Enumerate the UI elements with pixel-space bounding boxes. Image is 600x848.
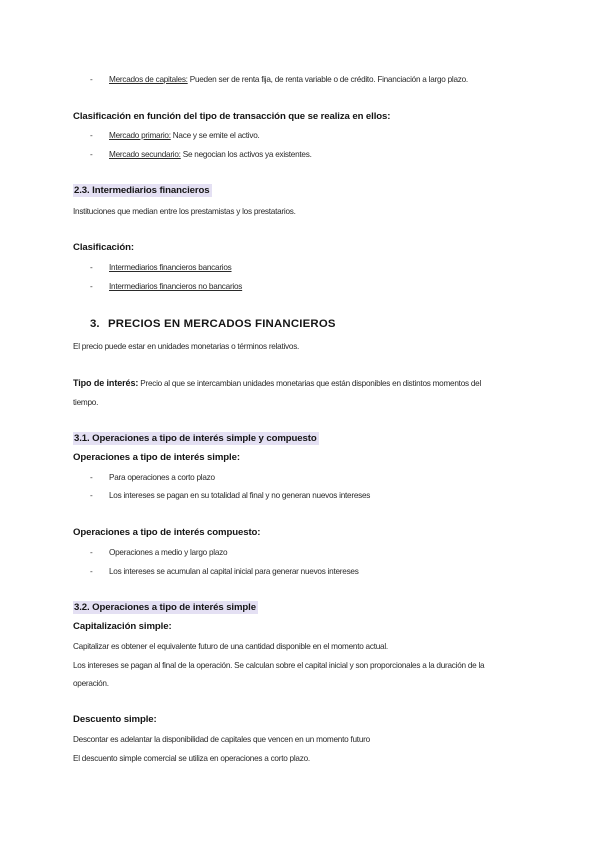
paragraph: Descontar es adelantar la disponibilidad de capitales que vencen en un momento futuro <box>73 735 370 744</box>
term: Tipo de interés: <box>73 378 139 388</box>
list-item-text: Los intereses se acumulan al capital inicial para generar nuevos intereses <box>109 567 359 576</box>
heading-highlight: 2.3. Intermediarios financieros <box>74 185 210 196</box>
paragraph-continuation: tiempo. <box>73 398 99 407</box>
section-heading: Clasificación en función del tipo de transacción que se realiza en ellos: <box>73 111 391 122</box>
list-item-text: Operaciones a medio y largo plazo <box>109 548 228 557</box>
subsection-heading <box>73 433 540 444</box>
heading-highlight: 3.1. Operaciones a tipo de interés simple y compuesto <box>74 433 317 444</box>
term: Mercado primario: <box>109 131 171 140</box>
subsection-heading <box>73 185 540 196</box>
list-item-text: Para operaciones a corto plazo <box>109 473 215 482</box>
bullet-dash: - <box>90 131 93 140</box>
definition: Nace y se emite el activo. <box>170 131 260 140</box>
bullet-dash: - <box>90 150 93 159</box>
section-heading: Clasificación: <box>73 242 134 253</box>
subsection-heading <box>73 602 540 613</box>
term: Mercados de capitales: <box>109 75 188 84</box>
paragraph <box>73 377 540 390</box>
paragraph: El precio puede estar en unidades monetarias o términos relativos. <box>73 342 300 351</box>
term: Mercado secundario: <box>109 150 181 159</box>
section-heading: Descuento simple: <box>73 714 157 725</box>
bullet-dash: - <box>90 567 93 576</box>
definition: Se negocian los activos ya existentes. <box>180 150 312 159</box>
bullet-dash: - <box>90 75 93 84</box>
list-item-text: Los intereses se pagan en su totalidad al final y no generan nuevos intereses <box>109 491 371 500</box>
list-item-text: Intermediarios financieros bancarios <box>109 263 232 272</box>
definition: Precio al que se intercambian unidades monetarias que están disponibles en distintos momentos del <box>138 379 482 388</box>
bullet-dash: - <box>90 491 93 500</box>
paragraph: Instituciones que median entre los prestamistas y los prestatarios. <box>73 207 296 216</box>
paragraph: Los intereses se pagan al final de la operación. Se calculan sobre el capital inicial y son proporcionales a la duración de la <box>73 661 485 670</box>
chapter-number: 3. <box>90 318 100 330</box>
paragraph-continuation: operación. <box>73 679 109 688</box>
paragraph: Capitalizar es obtener el equivalente futuro de una cantidad disponible en el momento actual. <box>73 642 388 651</box>
bullet-dash: - <box>90 473 93 482</box>
section-heading: Operaciones a tipo de interés compuesto: <box>73 527 261 538</box>
heading-highlight: 3.2. Operaciones a tipo de interés simple <box>74 602 256 613</box>
bullet-dash: - <box>90 548 93 557</box>
chapter-heading <box>90 318 336 330</box>
list-item-text: Intermediarios financieros no bancarios <box>109 282 243 291</box>
definition: Pueden ser de renta fija, de renta variable o de crédito. Financiación a largo plazo. <box>187 75 468 84</box>
paragraph: El descuento simple comercial se utiliza en operaciones a corto plazo. <box>73 754 310 763</box>
section-heading: Capitalización simple: <box>73 621 172 632</box>
chapter-title: PRECIOS EN MERCADOS FINANCIEROS <box>108 318 336 330</box>
section-heading: Operaciones a tipo de interés simple: <box>73 452 240 463</box>
bullet-dash: - <box>90 282 93 291</box>
bullet-dash: - <box>90 263 93 272</box>
